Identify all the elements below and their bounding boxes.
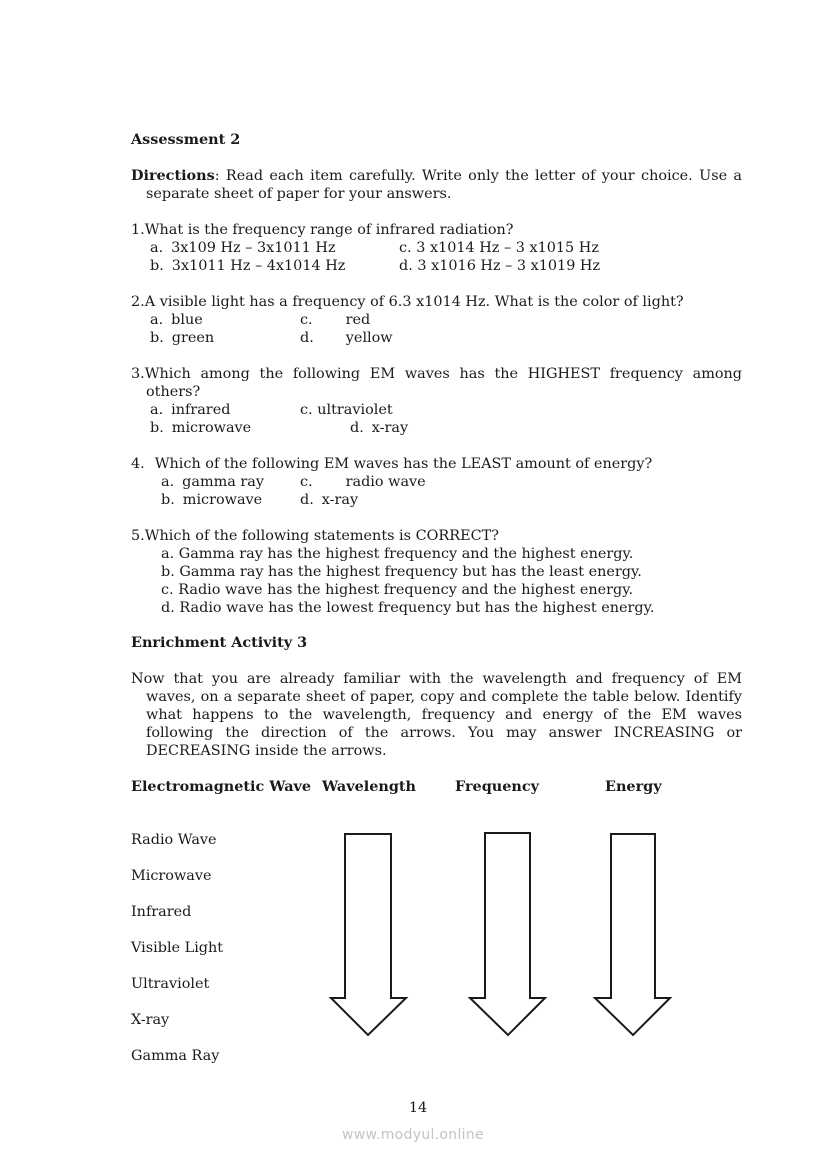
wave-label-gamma-ray: Gamma Ray [131, 1048, 220, 1064]
option-text: radio wave [345, 474, 426, 490]
option-letter: c. [300, 402, 313, 418]
header-electromagnetic-wave: Electromagnetic Wave [131, 778, 312, 795]
option-b [150, 419, 251, 437]
option-letter: d. [161, 600, 175, 616]
option-c [300, 311, 370, 329]
option-letter: d. [350, 420, 364, 436]
option-d [300, 329, 393, 347]
option-b [161, 491, 262, 509]
option-text: gamma ray [182, 474, 264, 490]
option-b [161, 563, 642, 581]
option-text: Gamma ray has the highest frequency but has the least energy. [179, 564, 642, 580]
header-frequency: Frequency [455, 778, 539, 795]
watermark: www.modyul.online [342, 1127, 484, 1143]
option-text: blue [171, 312, 203, 328]
option-letter: c. [300, 312, 313, 328]
option-letter: b. [150, 420, 164, 436]
option-text: Gamma ray has the highest frequency and the highest energy. [178, 546, 634, 562]
option-c [399, 239, 599, 257]
option-letter: b. [150, 258, 164, 274]
option-letter: b. [161, 492, 175, 508]
option-letter: c. [300, 474, 313, 490]
option-a [161, 473, 264, 491]
option-d [300, 491, 358, 509]
option-letter: a. [150, 312, 164, 328]
option-text: 3 x1014 Hz – 3 x1015 Hz [416, 240, 599, 256]
option-letter: a. [150, 402, 164, 418]
option-a [150, 239, 336, 257]
option-c [161, 581, 633, 599]
option-text: yellow [345, 330, 393, 346]
option-letter: a. [150, 240, 164, 256]
option-d [350, 419, 408, 437]
question-text: Which among the following EM waves has the HIGHEST frequency among others? [144, 366, 742, 400]
question-text: A visible light has a frequency of 6.3 x1014 Hz. What is the color of light? [144, 294, 684, 310]
enrichment-instructions: Now that you are already familiar with the wavelength and frequency of EM waves, on a separate sheet of paper, copy and complete the table below. Identify what happens to the wavelength, frequency and energy of the EM waves following the direction of the arrows. You may answer INCREASING or DECREASING inside the arrows. [131, 671, 742, 759]
question-stem [131, 527, 499, 545]
option-text: red [345, 312, 371, 328]
option-text: Radio wave has the lowest frequency but has the highest energy. [179, 600, 655, 616]
header-wavelength: Wavelength [322, 778, 417, 795]
option-text: 3x109 Hz – 3x1011 Hz [171, 240, 336, 256]
option-c [300, 401, 393, 419]
wave-label-ultraviolet: Ultraviolet [131, 976, 210, 992]
question-stem [131, 221, 514, 239]
option-letter: d. [399, 258, 413, 274]
question-stem [131, 293, 684, 311]
page-number: 14 [408, 1100, 428, 1116]
question-number: 4. [131, 456, 145, 472]
option-letter: d. [300, 330, 314, 346]
option-text: green [171, 330, 215, 346]
option-text: x-ray [321, 492, 359, 508]
directions-label: Directions [131, 167, 215, 184]
wavelength-down-arrow-icon [331, 834, 406, 1035]
question-number: 3. [131, 366, 145, 382]
wave-label-microwave: Microwave [131, 868, 212, 884]
option-letter: b. [150, 330, 164, 346]
question-number: 2. [131, 294, 145, 310]
wave-label-radio-wave: Radio Wave [131, 832, 217, 848]
enrichment-title: Enrichment Activity 3 [131, 634, 308, 651]
option-letter: c. [161, 582, 174, 598]
option-letter: a. [161, 546, 175, 562]
wave-label-x-ray: X-ray [131, 1012, 170, 1028]
option-text: 3x1011 Hz – 4x1014 Hz [171, 258, 346, 274]
question-text: What is the frequency range of infrared radiation? [144, 222, 514, 238]
question-stem [131, 455, 652, 473]
option-c [300, 473, 426, 491]
option-text: infrared [171, 402, 231, 418]
directions-text: : Read each item carefully. Write only the letter of your choice. Use a separate sheet of paper for your answers. [146, 168, 742, 202]
frequency-down-arrow-icon [470, 833, 545, 1035]
directions [131, 167, 742, 203]
question-number: 5. [131, 528, 145, 544]
option-d [161, 599, 654, 617]
option-text: Radio wave has the highest frequency and the highest energy. [178, 582, 634, 598]
option-text: x-ray [371, 420, 409, 436]
assessment-title: Assessment 2 [131, 131, 241, 148]
option-letter: b. [161, 564, 175, 580]
option-letter: c. [399, 240, 412, 256]
option-text: ultraviolet [317, 402, 393, 418]
option-a [150, 401, 230, 419]
option-d [399, 257, 600, 275]
wave-label-visible-light: Visible Light [131, 940, 224, 956]
option-b [150, 257, 345, 275]
question-stem [131, 365, 742, 401]
energy-down-arrow-icon [595, 834, 670, 1035]
option-text: microwave [171, 420, 252, 436]
question-text: Which of the following statements is CORRECT? [144, 528, 499, 544]
wave-label-infrared: Infrared [131, 904, 192, 920]
option-a [150, 311, 203, 329]
question-number: 1. [131, 222, 145, 238]
option-text: microwave [182, 492, 263, 508]
option-b [150, 329, 214, 347]
question-text: Which of the following EM waves has the LEAST amount of energy? [154, 456, 653, 472]
option-letter: a. [161, 474, 175, 490]
option-a [161, 545, 633, 563]
header-energy: Energy [605, 778, 662, 795]
option-letter: d. [300, 492, 314, 508]
option-text: 3 x1016 Hz – 3 x1019 Hz [417, 258, 601, 274]
